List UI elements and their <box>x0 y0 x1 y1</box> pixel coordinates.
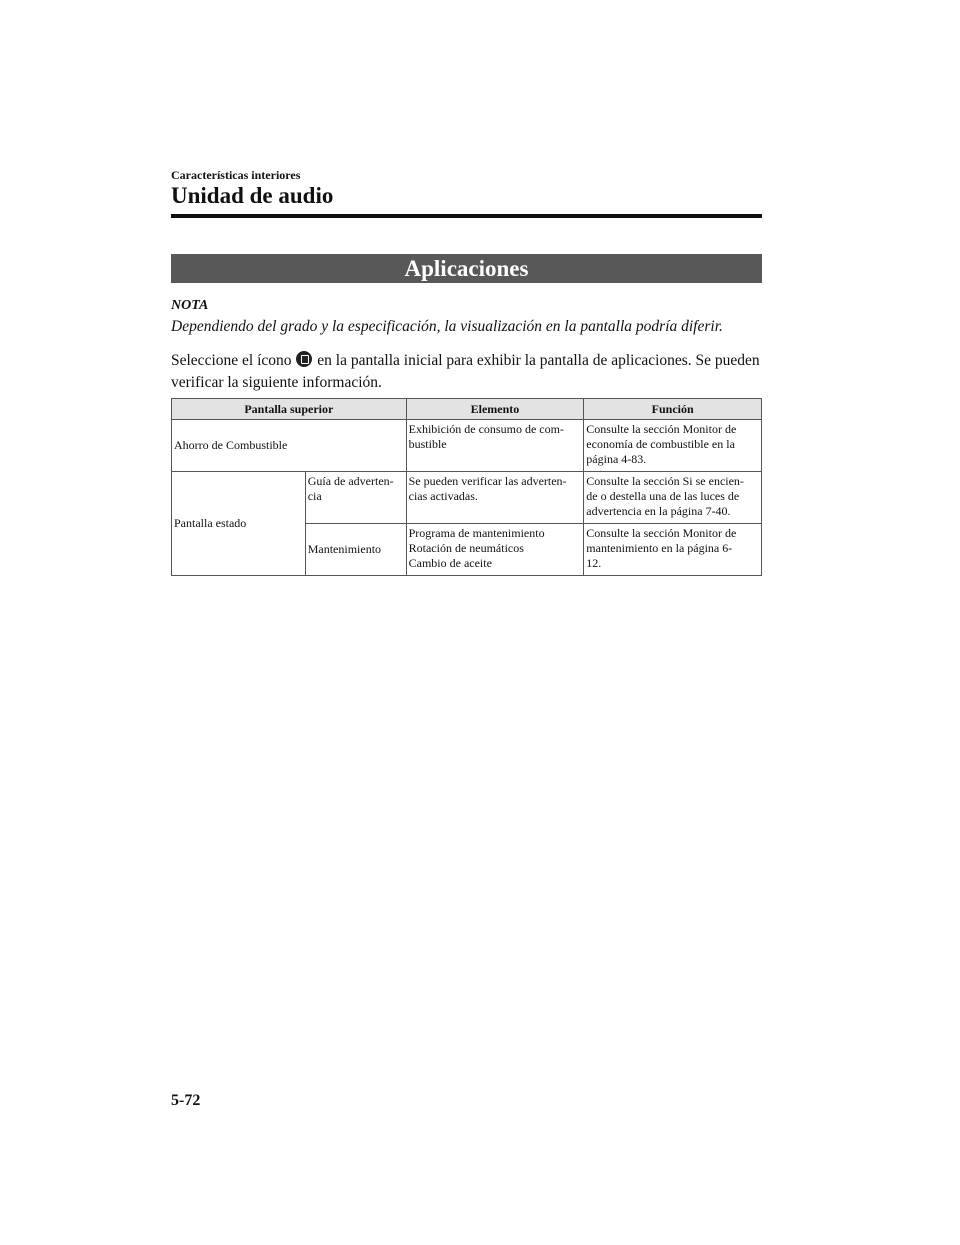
table-header-row <box>172 399 762 420</box>
cell-description: Se pueden verificar las adverten- cias activadas. <box>406 472 584 524</box>
chapter-label: Características interiores <box>171 168 301 182</box>
note-label: NOTA <box>171 298 209 313</box>
header-item: Elemento <box>406 399 584 420</box>
cell-function: Consulte la sección Si se encien- de o destella una de las luces de advertencia en la página 7-40. <box>584 472 762 524</box>
cell-item: Mantenimiento <box>305 524 406 576</box>
page-number: 5-72 <box>171 1092 201 1109</box>
cell-description: Exhibición de consumo de com- bustible <box>406 420 584 472</box>
section-title: Unidad de audio <box>171 183 334 208</box>
header-top-screen: Pantalla superior <box>172 399 407 420</box>
topic-banner: Aplicaciones <box>171 254 762 283</box>
table-row <box>172 420 762 472</box>
cell-function: Consulte la sección Monitor de economía de combustible en la página 4-83. <box>584 420 762 472</box>
header-rule <box>171 214 762 218</box>
intro-paragraph <box>171 350 766 394</box>
intro-text-end: en la pantalla inicial para exhibir la pantalla de aplicaciones. Se pueden verificar la siguiente información. <box>171 352 760 391</box>
cell-description: Programa de mantenimiento Rotación de neumáticos Cambio de aceite <box>406 524 584 576</box>
intro-text-start: Seleccione el ícono <box>171 352 292 369</box>
cell-item: Guía de adverten- cia <box>305 472 406 524</box>
applications-table <box>171 398 762 576</box>
header-function: Función <box>584 399 762 420</box>
applications-icon <box>296 351 312 367</box>
table-row <box>172 472 762 524</box>
cell-top-screen: Pantalla estado <box>172 472 306 576</box>
note-text: Dependiendo del grado y la especificación, la visualización en la pantalla podría diferir. <box>171 318 723 335</box>
cell-function: Consulte la sección Monitor de mantenimiento en la página 6- 12. <box>584 524 762 576</box>
cell-top-screen: Ahorro de Combustible <box>172 420 407 472</box>
